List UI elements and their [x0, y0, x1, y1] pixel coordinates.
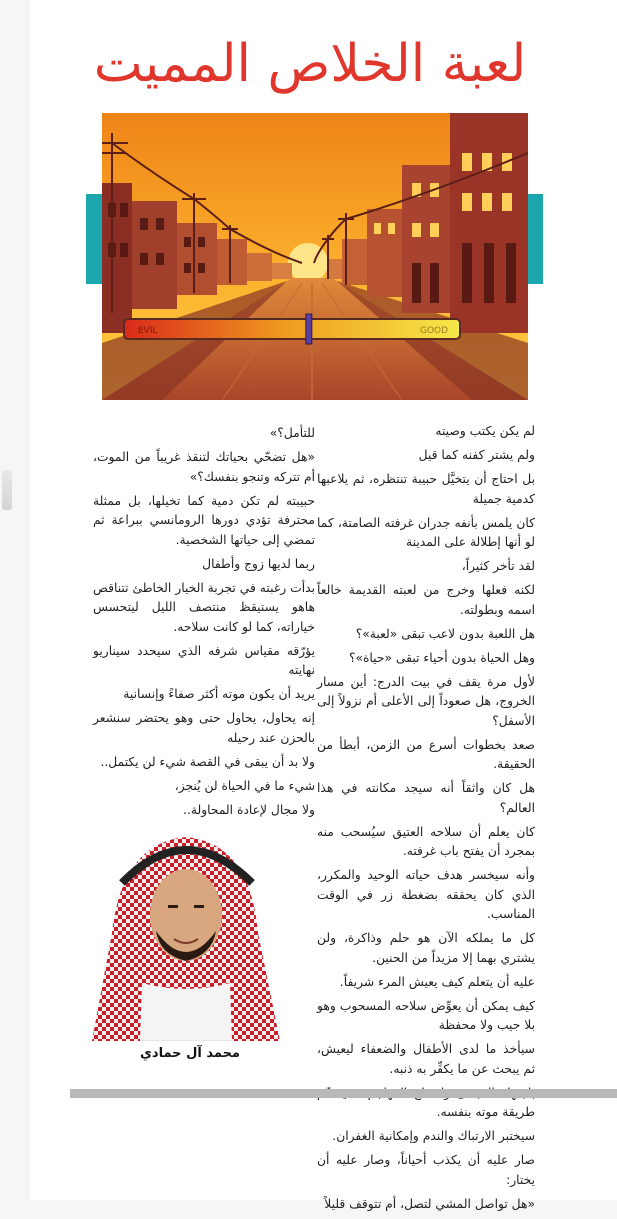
left-column-paragraph: يريد أن يكون موته أكثر صفاءً وإنسانية — [123, 687, 315, 701]
left-column-paragraph: شيء ما في الحياة لن يُنجز، — [174, 778, 315, 793]
right-column-paragraph: سيختبر الارتباك والندم وإمكانية الغفران. — [332, 1129, 535, 1143]
right-column-paragraph: كيف يمكن أن يعوِّض سلاحه المسحوب وهو بلا جيب ولا محفظة — [317, 998, 535, 1032]
right-column-paragraph: وأنه سيخسر هدف حياته الوحيد والمكرر، الذي كان يحققه بضغطة زر في الوقت المناسب. — [317, 868, 535, 921]
right-column-paragraph: صعد بخطوات أسرع من الزمن، أبطأ من الحقيقة. — [317, 737, 535, 771]
footer-rule — [70, 1089, 617, 1098]
right-column-paragraph: لأول مرة يقف في بيت الدرج: أين مسار الخروج، هل صعوداً إلى الأعلى أم نزولاً إلى الأسفل؟ — [317, 674, 535, 728]
right-column-paragraph: سيأخذ ما لدى الأطفال والضعفاء ليعيش، ثم يبحث عن ما يكفِّر به ذنبه. — [317, 1042, 535, 1076]
right-column-paragraph: لم يكن يكتب وصيته — [435, 424, 535, 438]
right-column-paragraph: لكنه فعلها وخرج من لعبته القديمة خالعاً اسمه وبطولته. — [317, 583, 535, 617]
left-column-paragraph: ولا مجال لإعادة المحاولة.. — [183, 802, 315, 817]
right-column-paragraph: ولم يشتر كفنه كما قيل — [418, 448, 535, 462]
right-column-paragraph: وهل الحياة بدون أحياء تبقى «حياة»؟ — [348, 650, 535, 665]
left-column-paragraph: ربما لديها زوج وأطفال — [202, 556, 315, 571]
street-scene — [102, 113, 528, 400]
meter-evil-label: EVIL — [138, 326, 158, 336]
right-column-paragraph: هل اللعبة بدون لاعب تبقى «لعبة»؟ — [355, 626, 535, 641]
right-column-paragraph: طريقة موته بنفسه. — [436, 1105, 535, 1119]
left-column-paragraph: «هل تضحّي بحياتك لتنقذ غريباً من الموت، أم تتركه وتنجو بنفسك؟» — [93, 450, 315, 484]
left-column-paragraph: حبيبته لم تكن دمية كما تخيلها، بل ممثلة محترفة تؤدي دورها الرومانسي ببراعة ثم تمضي إلى حياتها الشخصية. — [93, 493, 315, 547]
author-photo — [82, 823, 290, 1041]
right-column-paragraph: صار عليه أن يكذب أحياناً، وصار عليه أن يختار: — [317, 1153, 535, 1187]
morality-meter-bar — [124, 319, 460, 339]
right-column-paragraph: بل احتاج أن يتخيَّل حبيبة تنتظره، ثم يلاعبها كدمية جميلة — [317, 472, 535, 506]
article-column-right — [317, 422, 535, 1219]
left-column-paragraph: إنه يحاول، يحاول حتى وهو يحتضر سنشعر بالحزن عند رحيله — [93, 711, 315, 745]
right-column-paragraph: كان يعلم أن سلاحه العتيق سيُسحب منه بمجرد أن يفتح باب غرفته. — [317, 824, 535, 858]
right-column-paragraph: لقد تأخر كثيراً، — [461, 559, 535, 573]
left-column-paragraph: ولا بد أن يبقى في القصة شيء لن يكتمل.. — [100, 754, 315, 769]
right-column-paragraph: هل كان واثقاً أنه سيجد مكانته في هذا العالم؟ — [317, 781, 535, 815]
teal-accent-right — [527, 194, 543, 284]
page-edge-marker — [2, 470, 12, 510]
teal-accent-left — [86, 194, 102, 284]
game-illustration — [102, 113, 528, 400]
right-column-paragraph: كان يلمس بأنفه جدران غرفته الصامتة، كما لو أنها إطلالة على المدينة — [317, 515, 535, 549]
right-column-paragraph: كل ما يملكه الآن هو حلم وذاكرة، ولن يشتري بهما إلا مزيداً من الحنين. — [317, 931, 535, 965]
left-column-paragraph: بدأت رغبته في تجربة الخيار الخاطئ تتناقص هاهو يستيقظ منتصف الليل ليتحسس خياراته، كما لو كانت سلاحه. — [93, 580, 315, 634]
right-column-paragraph: عليه أن يتعلم كيف يعيش المرء شريفاً. — [339, 974, 535, 989]
author-name: محمد آل حمادي — [140, 1046, 240, 1061]
article-title: لعبة الخلاص المميت — [93, 34, 527, 94]
left-column-paragraph: للتأمل؟» — [269, 426, 315, 440]
morality-meter-marker — [306, 314, 312, 344]
author-portrait — [82, 823, 290, 1041]
meter-good-label: GOOD — [420, 326, 449, 336]
article-column-left — [93, 424, 315, 825]
left-column-paragraph: يؤرّقه مقياس شرفه الذي سيحدد سيناريو نهايته — [93, 643, 315, 677]
right-column-paragraph: «هل تواصل المشي لتصل، أم تتوقف قليلاً — [324, 1196, 535, 1211]
